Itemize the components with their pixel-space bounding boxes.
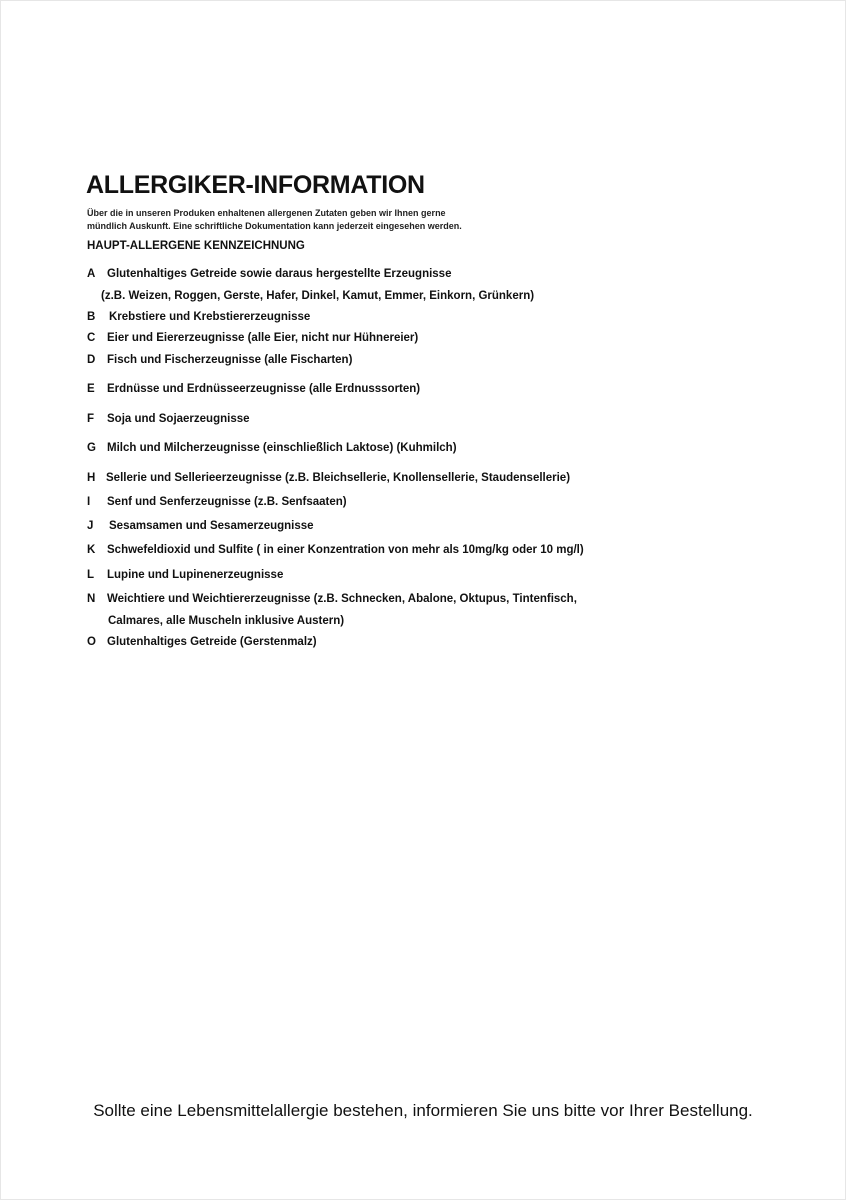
section-heading: HAUPT-ALLERGENE KENNZEICHNUNG: [87, 240, 305, 252]
allergen-text: Milch und Milcherzeugnisse (einschließlich Laktose) (Kuhmilch): [107, 442, 457, 454]
allergen-letter: B: [87, 311, 96, 323]
allergen-item-o: [87, 635, 317, 649]
allergen-text: Soja und Sojaerzeugnisse: [107, 413, 250, 425]
allergen-letter: E: [87, 383, 95, 395]
allergen-letter: F: [87, 413, 95, 425]
allergen-item-n: [87, 592, 577, 606]
allergen-text: Krebstiere und Krebstiererzeugnisse: [109, 311, 311, 323]
allergen-item-d: [87, 353, 352, 367]
allergen-letter: J: [87, 520, 94, 532]
allergen-text: Erdnüsse und Erdnüsseerzeugnisse (alle Erdnusssorten): [107, 383, 421, 395]
allergen-item-j: [87, 519, 314, 533]
allergen-item-g: [87, 441, 457, 455]
intro-text: [87, 207, 462, 233]
allergen-letter: D: [87, 354, 96, 366]
allergen-text: Glutenhaltiges Getreide (Gerstenmalz): [107, 636, 317, 648]
allergen-item-a: [87, 267, 451, 281]
intro-line-2: mündlich Auskunft. Eine schriftliche Dokumentation kann jederzeit eingesehen werden.: [87, 221, 462, 231]
allergen-item-n-continuation: Calmares, alle Muscheln inklusive Austern): [108, 615, 345, 627]
allergen-item-f: [87, 412, 250, 426]
allergen-item-i: [87, 495, 347, 509]
allergen-letter: A: [87, 268, 96, 280]
allergen-item-b: [87, 310, 310, 324]
allergen-letter: I: [87, 496, 91, 508]
allergen-item-c: [87, 331, 418, 345]
allergen-item-l: [87, 568, 283, 582]
allergen-text: Weichtiere und Weichtiererzeugnisse (z.B. Schnecken, Abalone, Oktupus, Tintenfisch,: [107, 593, 577, 605]
allergen-text: Lupine und Lupinenerzeugnisse: [107, 569, 284, 581]
allergen-letter: H: [87, 472, 96, 484]
allergen-text: Schwefeldioxid und Sulfite ( in einer Konzentration von mehr als 10mg/kg oder 10 mg/l): [107, 544, 584, 556]
allergen-item-k: [87, 543, 584, 557]
allergen-letter: C: [87, 332, 96, 344]
allergen-item-e: [87, 382, 420, 396]
intro-line-1: Über die in unseren Produken enhaltenen allergenen Zutaten geben wir Ihnen gerne: [87, 208, 446, 218]
allergen-text: Senf und Senferzeugnisse (z.B. Senfsaaten): [107, 496, 347, 508]
allergen-text: Fisch und Fischerzeugnisse (alle Fischarten): [107, 354, 353, 366]
document-title: ALLERGIKER-INFORMATION: [86, 171, 425, 199]
footer-note: Sollte eine Lebensmittelallergie bestehen, informieren Sie uns bitte vor Ihrer Bestellung.: [93, 1101, 753, 1120]
allergen-letter: K: [87, 544, 96, 556]
allergen-text: Sellerie und Sellerieerzeugnisse (z.B. Bleichsellerie, Knollensellerie, Staudensellerie): [106, 472, 571, 484]
allergen-text: Glutenhaltiges Getreide sowie daraus hergestellte Erzeugnisse: [107, 268, 452, 280]
allergen-letter: L: [87, 569, 95, 581]
allergen-text: Sesamsamen und Sesamerzeugnisse: [109, 520, 314, 532]
allergen-letter: N: [87, 593, 96, 605]
allergen-item-h: [87, 471, 570, 485]
allergen-item-a-continuation: (z.B. Weizen, Roggen, Gerste, Hafer, Dinkel, Kamut, Emmer, Einkorn, Grünkern): [101, 290, 535, 302]
allergen-letter: G: [87, 442, 96, 454]
allergen-letter: O: [87, 636, 96, 648]
allergen-text: Eier und Eiererzeugnisse (alle Eier, nicht nur Hühnereier): [107, 332, 419, 344]
